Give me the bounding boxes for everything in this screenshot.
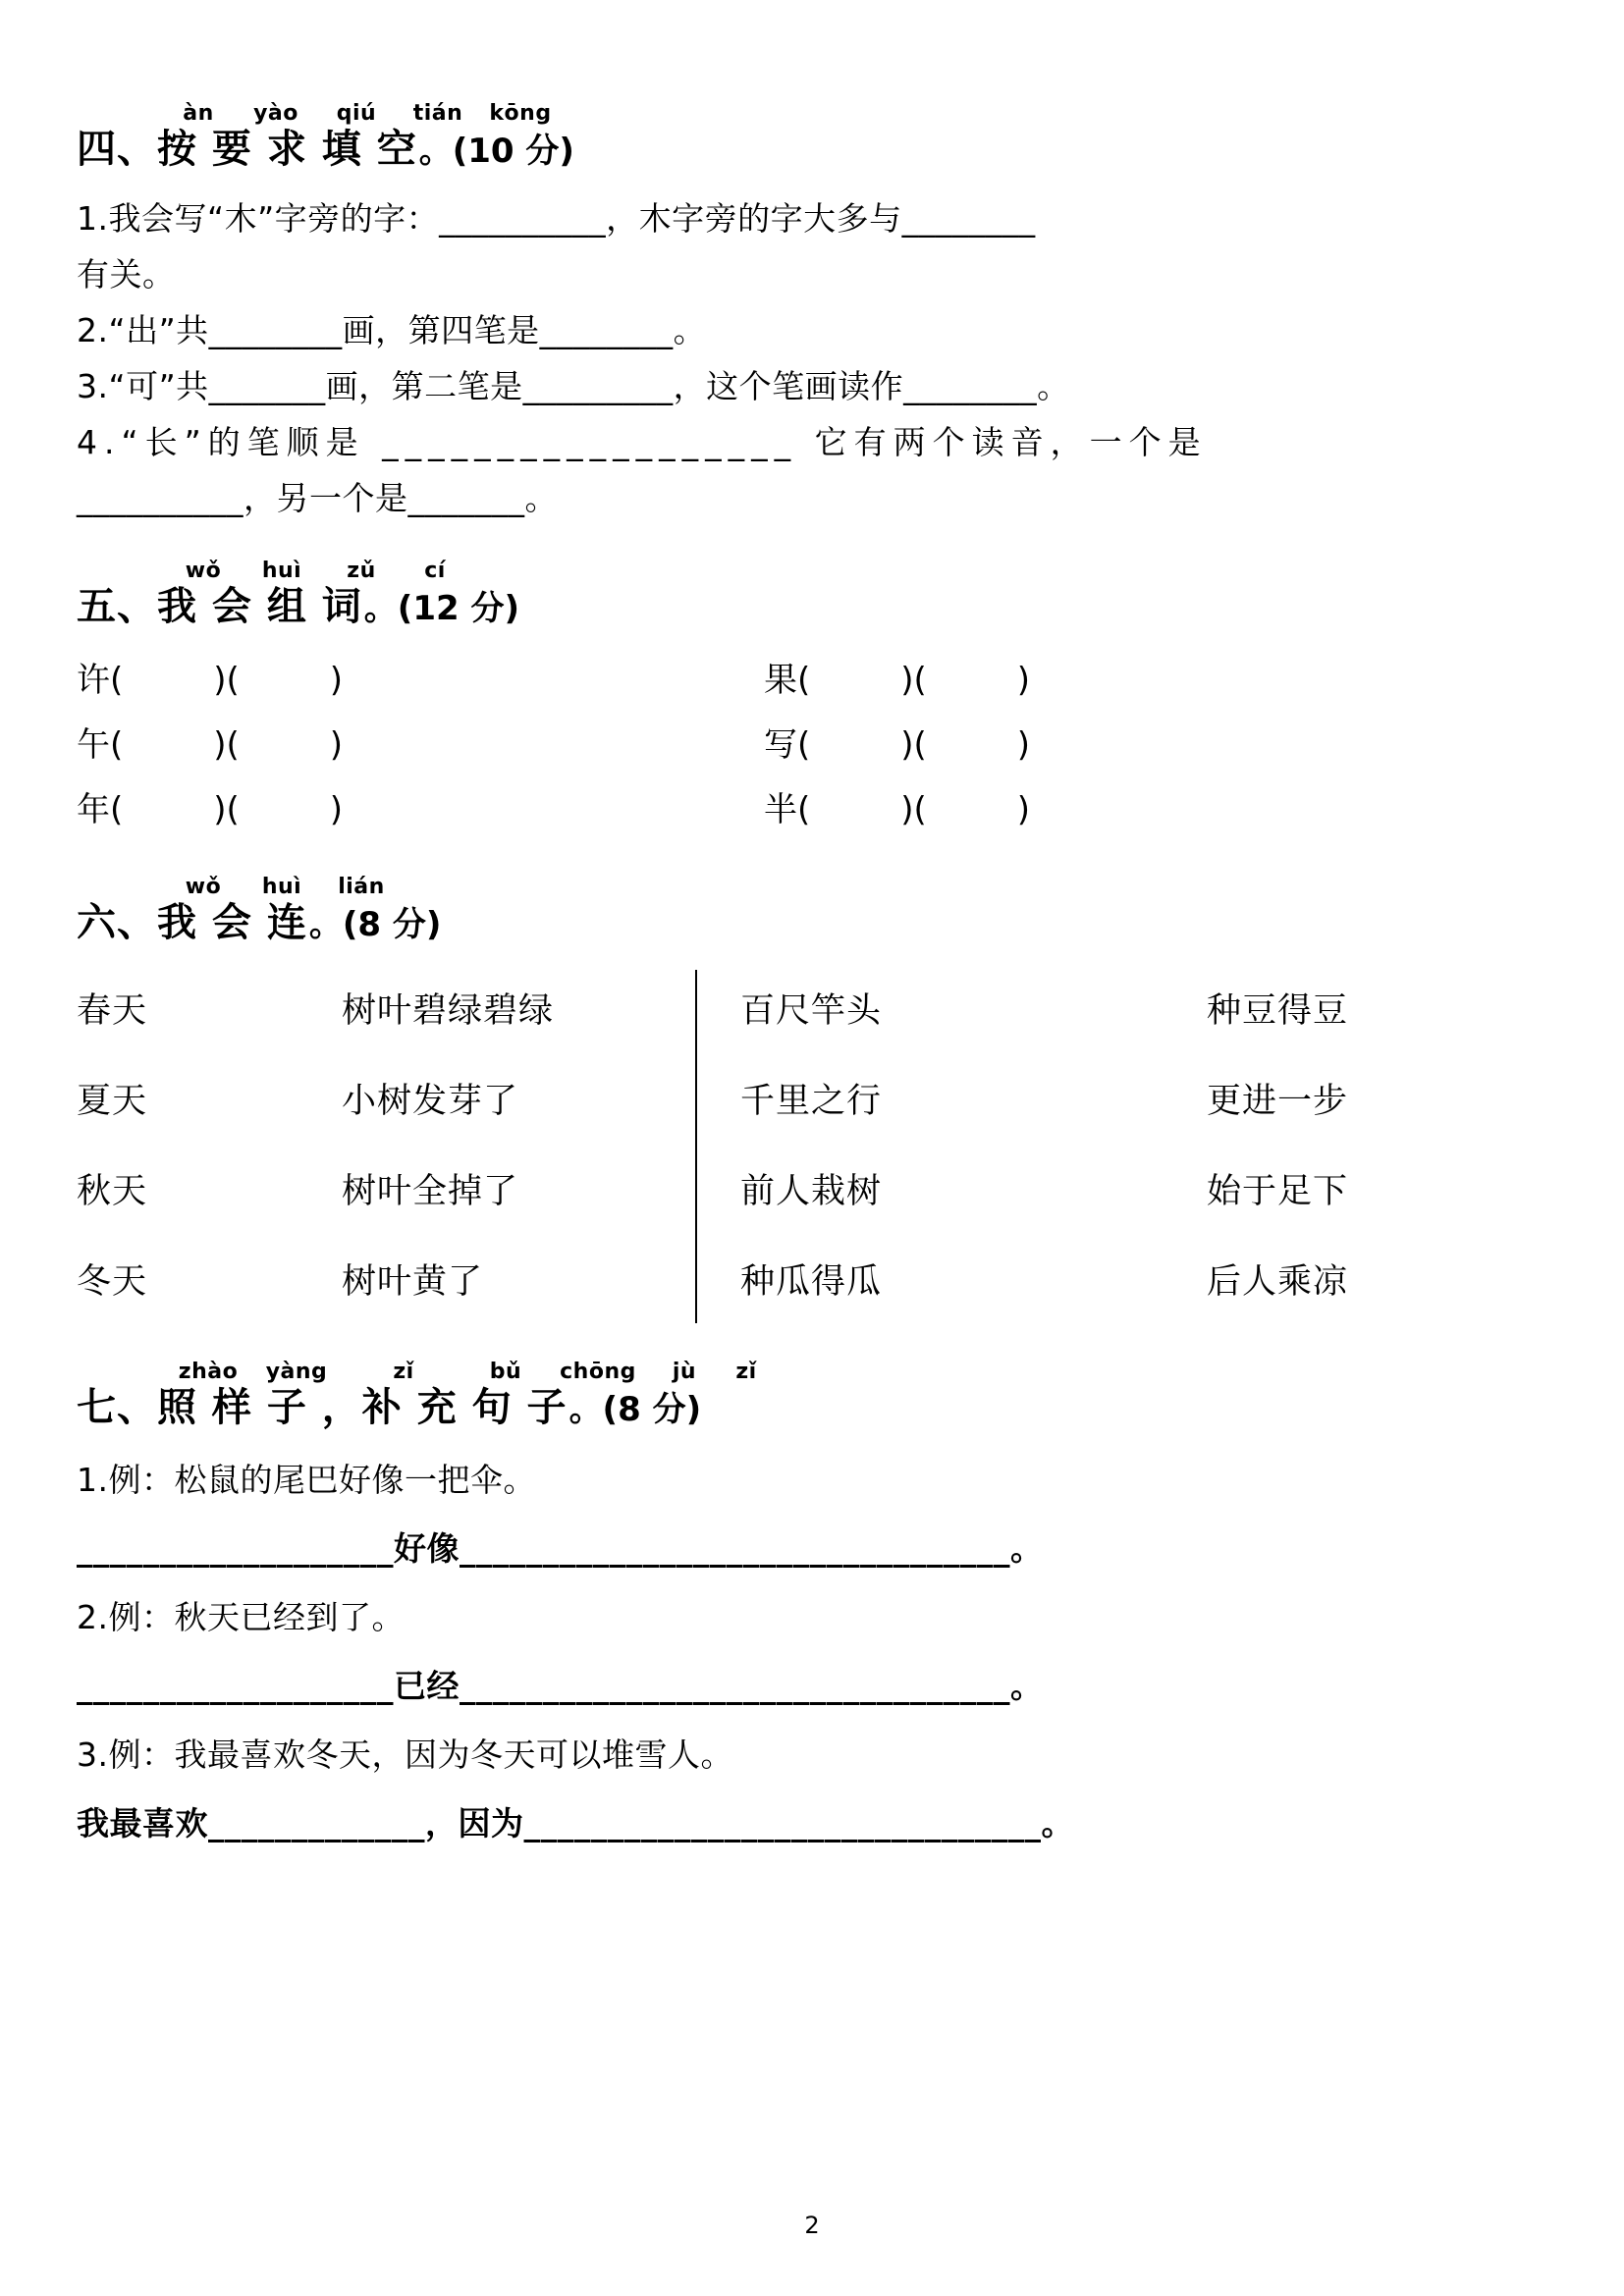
sentence-example-1: 1.例：松鼠的尾巴好像一把伞。 — [77, 1461, 536, 1499]
paren-open: ( — [797, 661, 811, 700]
section-six-score: 。(8 分) — [308, 905, 442, 944]
matching-block-seasons — [77, 966, 676, 1327]
page-number: 2 — [804, 2212, 820, 2239]
paren-open: ( — [797, 725, 811, 765]
paren-close: ) — [1016, 790, 1031, 829]
match-item[interactable]: 夏天 — [77, 1082, 148, 1121]
pinyin-syllable: wǒ — [185, 875, 222, 899]
paren-close: ) — [1016, 725, 1031, 765]
matching-right-column — [342, 966, 676, 1327]
matching-area — [77, 966, 1547, 1327]
pinyin-syllable: yàng — [265, 1360, 328, 1384]
section-six — [77, 876, 1547, 1327]
paren-close: ) — [329, 661, 344, 700]
match-item[interactable]: 秋天 — [77, 1172, 148, 1211]
match-item[interactable]: 冬天 — [77, 1262, 148, 1302]
word-cell — [764, 713, 1030, 777]
word-cell — [764, 777, 1030, 842]
section-seven-title-line — [77, 1384, 701, 1433]
paren-close: ) — [900, 790, 914, 829]
question-4-2: 2.“出”共________画，第四笔是________。 — [77, 311, 707, 349]
paren-close: ) — [1016, 661, 1031, 700]
section-four-title-line — [77, 126, 574, 175]
word-char: 半 — [764, 790, 797, 829]
match-item[interactable]: 后人乘凉 — [1207, 1262, 1349, 1302]
word-char: 果 — [764, 661, 797, 700]
section-six-title: 六、我 会 连 — [77, 900, 307, 945]
paren-close: ) — [213, 790, 227, 829]
word-char: 午 — [77, 725, 110, 765]
pinyin-syllable: tián — [412, 101, 463, 126]
match-item[interactable]: 始于足下 — [1207, 1172, 1349, 1211]
question-4-3: 3.“可”共_______画，第二笔是_________，这个笔画读作________。 — [77, 367, 1070, 405]
question-4-4-cont: __________，另一个是_______。 — [77, 479, 558, 517]
word-row — [77, 713, 1547, 777]
section-seven-title: 七、照 样 子 ，补 充 句 子 — [77, 1385, 568, 1430]
word-char: 写 — [764, 725, 797, 765]
match-item[interactable]: 小树发芽了 — [342, 1082, 519, 1121]
paren-open: ( — [913, 661, 927, 700]
section-five-title: 五、我 会 组 词 — [77, 584, 362, 629]
question-4-1-cont: 有关。 — [77, 255, 176, 294]
paren-open: ( — [226, 661, 240, 700]
matching-block-proverbs — [740, 966, 1462, 1327]
section-four-title: 四、按 要 求 填 空 — [77, 127, 417, 172]
sentence-example-3: 3.例：我最喜欢冬天，因为冬天可以堆雪人。 — [77, 1735, 733, 1774]
section-six-pinyin — [165, 876, 401, 899]
match-item[interactable]: 树叶碧绿碧绿 — [342, 991, 555, 1031]
section-seven — [77, 1361, 1547, 1861]
paren-open: ( — [226, 725, 240, 765]
pinyin-syllable: kōng — [489, 101, 552, 126]
paren-open: ( — [110, 790, 124, 829]
section-six-title-line — [77, 899, 441, 948]
pinyin-syllable: zǔ — [347, 559, 376, 583]
question-4-4: 4.“长”的笔顺是 __________________ 它有两个读音，一个是 — [77, 423, 1208, 461]
sentence-blank-2[interactable]: ___________________已经_________________________________。 — [77, 1667, 1044, 1705]
section-four-pinyin — [163, 102, 560, 126]
word-cell — [77, 648, 764, 713]
matching-right-column — [1207, 966, 1462, 1327]
vertical-divider — [695, 970, 697, 1323]
paren-open: ( — [913, 725, 927, 765]
section-four — [77, 102, 1547, 526]
match-item[interactable]: 种豆得豆 — [1207, 991, 1349, 1031]
pinyin-syllable: zhào — [178, 1360, 239, 1384]
section-seven-pinyin — [163, 1361, 776, 1384]
sentence-example-2: 2.例：秋天已经到了。 — [77, 1598, 405, 1636]
paren-open: ( — [913, 790, 927, 829]
paren-close: ) — [900, 725, 914, 765]
section-six-heading — [77, 876, 1547, 950]
sentence-blank-3[interactable]: 我最喜欢_____________，因为_______________________________。 — [77, 1804, 1074, 1842]
word-cell — [764, 648, 1030, 713]
section-five — [77, 560, 1547, 842]
word-formation-grid — [77, 648, 1547, 842]
match-item[interactable]: 前人栽树 — [740, 1172, 883, 1211]
section-five-heading — [77, 560, 1547, 634]
word-cell — [77, 713, 764, 777]
match-item[interactable]: 种瓜得瓜 — [740, 1262, 883, 1302]
paren-open: ( — [110, 661, 124, 700]
matching-left-column — [77, 966, 342, 1327]
word-row — [77, 648, 1547, 713]
paren-open: ( — [226, 790, 240, 829]
paren-open: ( — [797, 790, 811, 829]
pinyin-syllable: jù — [672, 1360, 697, 1384]
pinyin-syllable: zǐ — [735, 1360, 757, 1384]
paren-close: ) — [213, 661, 227, 700]
section-five-pinyin — [165, 560, 469, 583]
section-four-score: 。(10 分) — [418, 132, 574, 171]
pinyin-syllable: bǔ — [489, 1360, 522, 1384]
paren-close: ) — [329, 725, 344, 765]
pinyin-syllable: cí — [424, 559, 446, 583]
pinyin-syllable: huì — [261, 875, 302, 899]
pinyin-syllable: qiú — [336, 101, 377, 126]
match-item[interactable]: 千里之行 — [740, 1082, 883, 1121]
section-four-heading — [77, 102, 1547, 177]
word-cell — [77, 777, 764, 842]
matching-left-column — [740, 966, 1020, 1327]
word-row — [77, 777, 1547, 842]
paren-open: ( — [110, 725, 124, 765]
match-item[interactable]: 树叶全掉了 — [342, 1172, 519, 1211]
match-item[interactable]: 百尺竿头 — [740, 991, 883, 1031]
word-char: 年 — [77, 790, 110, 829]
pinyin-syllable: àn — [183, 101, 214, 126]
question-4-1: 1.我会写“木”字旁的字：__________，木字旁的字大多与________ — [77, 199, 1036, 238]
section-five-score: 。(12 分) — [363, 589, 520, 628]
pinyin-syllable: huì — [261, 559, 302, 583]
paren-close: ) — [329, 790, 344, 829]
pinyin-syllable: yào — [253, 101, 298, 126]
sentence-blank-1[interactable]: ___________________好像_________________________________。 — [77, 1529, 1044, 1568]
match-item[interactable]: 树叶黄了 — [342, 1262, 484, 1302]
word-char: 许 — [77, 661, 110, 700]
match-item[interactable]: 春天 — [77, 991, 148, 1031]
match-item[interactable]: 更进一步 — [1207, 1082, 1349, 1121]
pinyin-syllable: lián — [338, 875, 385, 899]
paren-close: ) — [213, 725, 227, 765]
section-seven-heading — [77, 1361, 1547, 1435]
pinyin-syllable: zǐ — [393, 1360, 414, 1384]
pinyin-syllable: chōng — [560, 1360, 636, 1384]
pinyin-syllable: wǒ — [185, 559, 222, 583]
section-seven-score: 。(8 分) — [568, 1390, 702, 1429]
section-five-title-line — [77, 583, 519, 632]
paren-close: ) — [900, 661, 914, 700]
